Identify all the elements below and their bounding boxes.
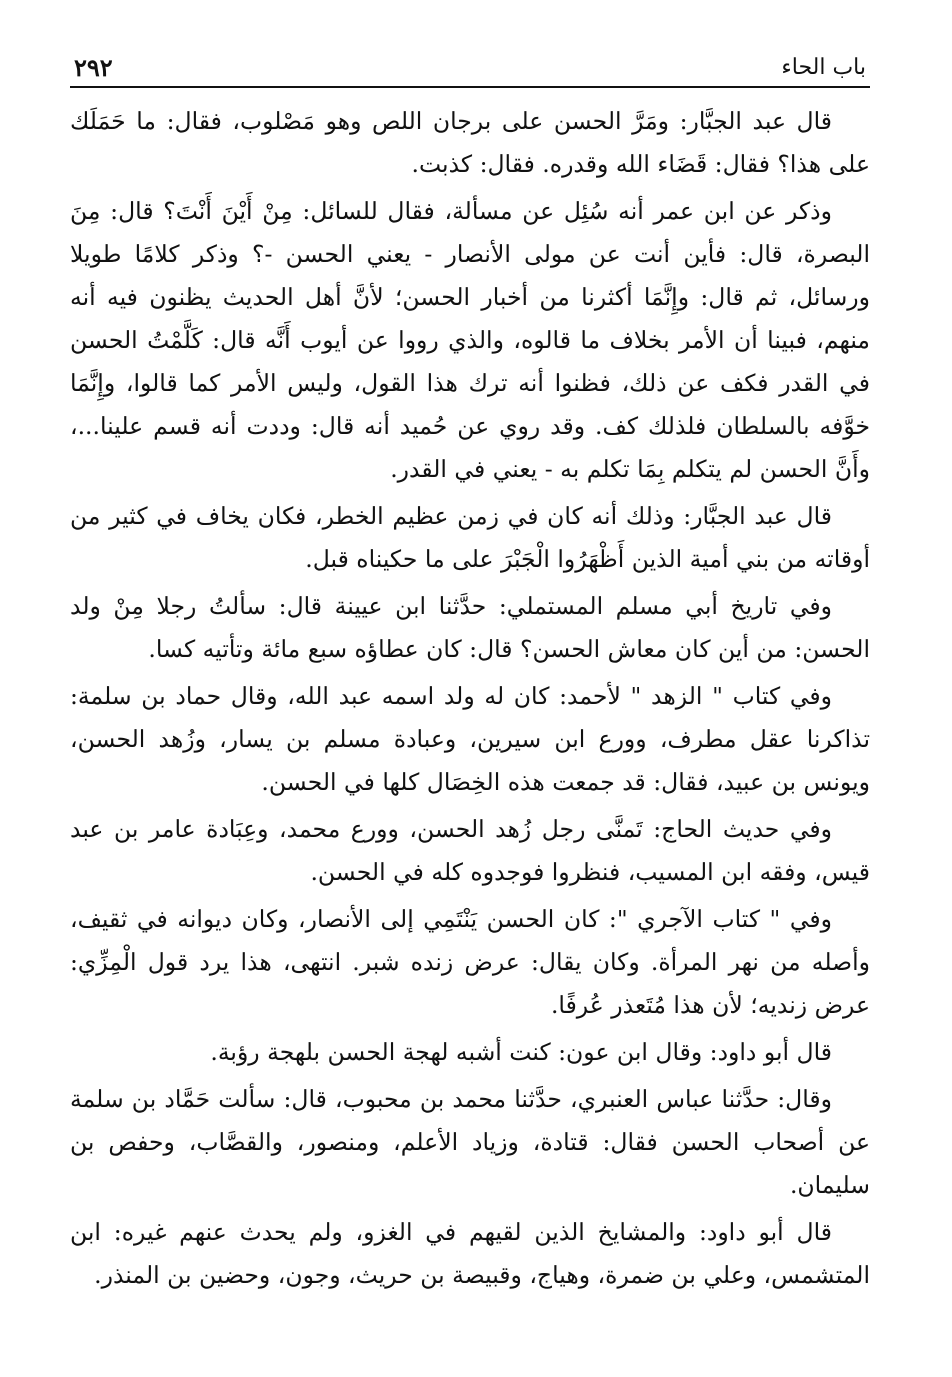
paragraph: وفي كتاب " الزهد " لأحمد: كان له ولد اسمه عبد الله، وقال حماد بن سلمة: تذاكرنا عقل مطرف، وورع ابن سيرين، وعبادة مسلم بن يسار، وزُهد الحسن، ويونس بن عبيد، فقال: قد جمعت هذه الخِصَال كلها في الحسن. — [70, 682, 870, 796]
paragraph: قال عبد الجبَّار: ومَرَّ الحسن على برجان اللص وهو مَصْلوب، فقال: ما حَمَلَك على هذا؟ فقال: قَضَاء الله وقدره. فقال: كذبت. — [70, 107, 870, 178]
paragraph: وفي تاريخ أبي مسلم المستملي: حدَّثنا ابن عيينة قال: سألتُ رجلا مِنْ ولد الحسن: من أين كان معاش الحسن؟ قال: كان عطاؤه سبع مائة وتأتيه كسا. — [70, 592, 870, 663]
paragraph: وفي " كتاب الآجري ": كان الحسن يَنْتَمِي إلى الأنصار، وكان ديوانه في ثقيف، وأصله من نهر المرأة. وكان يقال: عرض زنده شبر. انتهى، هذا يرد قول الْمِزِّي: عرض زنديه؛ لأن هذا مُتَعذر عُرفًا. — [70, 905, 870, 1019]
page-header — [70, 44, 870, 88]
paragraph: وقال: حدَّثنا عباس العنبري، حدَّثنا محمد بن محبوب، قال: سألت حَمَّاد بن سلمة عن أصحاب الحسن فقال: قتادة، وزياد الأعلم، ومنصور، والقصَّاب، وحفص بن سليمان. — [70, 1085, 870, 1199]
page-number: ٢٩٢ — [74, 53, 113, 82]
book-page — [70, 44, 870, 1301]
paragraph: وذكر عن ابن عمر أنه سُئِل عن مسألة، فقال للسائل: مِنْ أَيْنَ أَنْتَ؟ قال: مِنَ البصرة، قال: فأين أنت عن مولى الأنصار - يعني الحسن -؟ وذكر كلامًا طويلا ورسائل، ثم قال: وإِنَّمَا أكثرنا من أخبار الحسن؛ لأنَّ أهل الحديث يظنون فيه أنه منهم، فبينا أن الأمر بخلاف ما قالوه، والذي رووا عن أيوب أَنَّه قال: كَلَّمْتُ الحسن في القدر فكف عن ذلك، فظنوا أنه ترك هذا القول، وليس الأمر كما قالوا، وإِنَّمَا خوَّفه بالسلطان فلذلك كف. وقد روي عن حُميد أنه قال: وددت أنه قسم علينا...، وأَنَّ الحسن لم يتكلم بِمَا تكلم به - يعني في القدر. — [70, 197, 870, 483]
running-title: باب الحاء — [781, 55, 866, 80]
paragraph: قال عبد الجبَّار: وذلك أنه كان في زمن عظيم الخطر، فكان يخاف في كثير من أوقاته من بني أمية الذين أَظْهَرُوا الْجَبْرَ على ما حكيناه قبل. — [70, 502, 870, 573]
body-text — [70, 100, 870, 1297]
paragraph: وفي حديث الحاج: تَمنَّى رجل زُهد الحسن، وورع محمد، وعِبَادة عامر بن عبد قيس، وفقه ابن المسيب، فنظروا فوجدوه كله في الحسن. — [70, 815, 870, 886]
paragraph: قال أبو داود: والمشايخ الذين لقيهم في الغزو، ولم يحدث عنهم غيره: ابن المتشمس، وعلي بن ضمرة، وهياج، وقبيصة بن حريث، وجون، وحضين بن المنذر. — [70, 1218, 870, 1289]
paragraph: قال أبو داود: وقال ابن عون: كنت أشبه لهجة الحسن بلهجة رؤبة. — [210, 1038, 832, 1066]
